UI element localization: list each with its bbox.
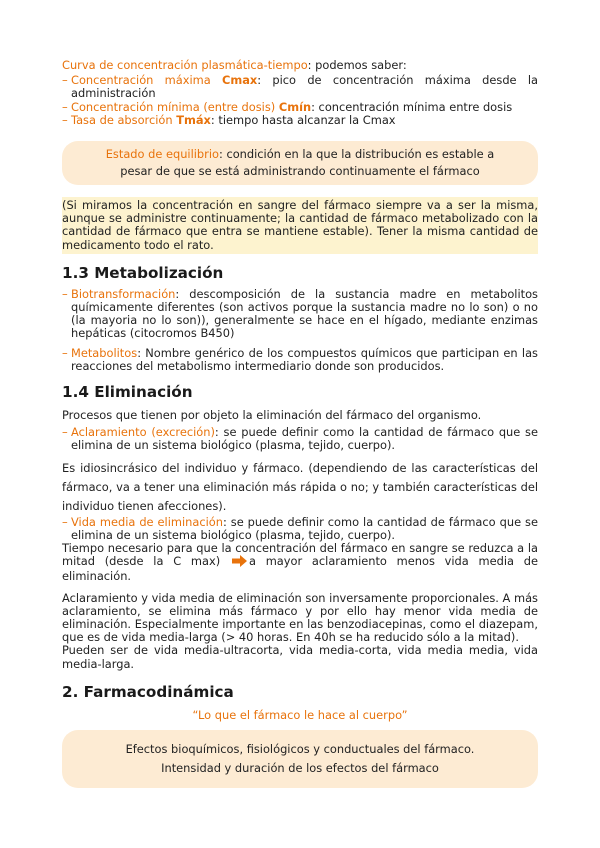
section-heading-farmacodinamica: 2. Farmacodinámica: [62, 682, 234, 701]
equilibrium-text: : condición en la que la distribución es estable a pesar de que se está administrando continuamente el fármaco: [120, 147, 495, 179]
pharmaco-box-line-2: Intensidad y duración de los efectos del fármaco: [161, 761, 439, 776]
curve-list: [62, 74, 538, 127]
list-item: – Biotransformación: descomposición de la sustancia madre en metabolitos químicamente diferentes (son activos porque la sustancia madre no lo son) o no (la mayoria no lo son)), generalmente se hace en el hígado, mediante enzimas hepáticas (citocromos B450): [62, 286, 538, 341]
elim-clearance-list: [62, 426, 538, 452]
elim-time: Tiempo necesario para que la concentración del fármaco en sangre se reduzca a la mitad (desde la C max) a mayor aclaramiento menos vida media de eliminación.: [62, 541, 538, 584]
curve-intro: [62, 59, 538, 72]
list-item: – Concentración máxima Cmax: pico de concentración máxima desde la administración: [62, 73, 538, 101]
pharmaco-box: [62, 730, 538, 788]
list-item: – Tasa de absorción Tmáx: tiempo hasta alcanzar la Cmax: [62, 112, 396, 127]
right-arrow-icon: [232, 555, 247, 570]
list-item: – Metabolitos: Nombre genérico de los compuestos químicos que participan en las reacciones del metabolismo intermediario donde son producidos.: [62, 345, 538, 373]
list-item: – Aclaramiento (excreción): se puede definir como la cantidad de fármaco que se elimina de un sistema biológico (plasma, tejido, cuerpo).: [62, 425, 538, 453]
equilibrium-box: [62, 141, 538, 185]
pharmaco-box-line-1: Efectos bioquímicos, fisiológicos y conductuales del fármaco.: [125, 742, 475, 757]
document-page: [62, 59, 538, 788]
list-item: – Concentración mínima (entre dosis) Cmín: concentración mínima entre dosis: [62, 99, 513, 114]
metab-list: [62, 288, 538, 373]
elim-paragraph-2: Pueden ser de vida media-ultracorta, vida media-corta, vida media media, vida media-larga.: [62, 643, 538, 671]
curve-intro-term: Curva de concentración plasmática-tiempo: [62, 58, 308, 72]
equilibrium-term: Estado de equilibrio: [105, 147, 219, 162]
elim-half-list: [62, 516, 538, 542]
elim-idio: Es idiosincrásico del individuo y fármaco. (dependiendo de las características del fármaco, va a tener una eliminación más rápida o no; y también características del individuo tienen afecciones).: [62, 460, 538, 513]
elim-intro: Procesos que tienen por objeto la eliminación del fármaco del organismo.: [62, 408, 482, 423]
section-heading-metabolizacion: 1.3 Metabolización: [62, 263, 224, 282]
curve-intro-rest: : podemos saber:: [307, 58, 407, 72]
pharmaco-quote: “Lo que el fármaco le hace al cuerpo”: [192, 707, 408, 722]
list-item: – Vida media de eliminación: se puede definir como la cantidad de fármaco que se elimina de un sistema biológico (plasma, tejido, cuerpo).: [62, 514, 538, 542]
elim-paragraph: Aclaramiento y vida media de eliminación son inversamente proporcionales. A más aclaramiento, se elimina más fármaco y por ello hay menor vida media de eliminación. Especialmente importante en las benzodiacepinas, como el diazepam, que es de vida media-larga (> 40 horas. En 40h se ha reducido sólo a la mitad).: [62, 590, 538, 645]
highlighted-note: (Si miramos la concentración en sangre del fármaco siempre va a ser la misma, aunque se administre continuamente; la cantidad de fármaco metabolizado con la cantidad de fármaco que entra se mantiene estable). Tener la misma cantidad de medicamento todo el rato.: [62, 197, 538, 254]
section-heading-eliminacion: 1.4 Eliminación: [62, 383, 193, 402]
